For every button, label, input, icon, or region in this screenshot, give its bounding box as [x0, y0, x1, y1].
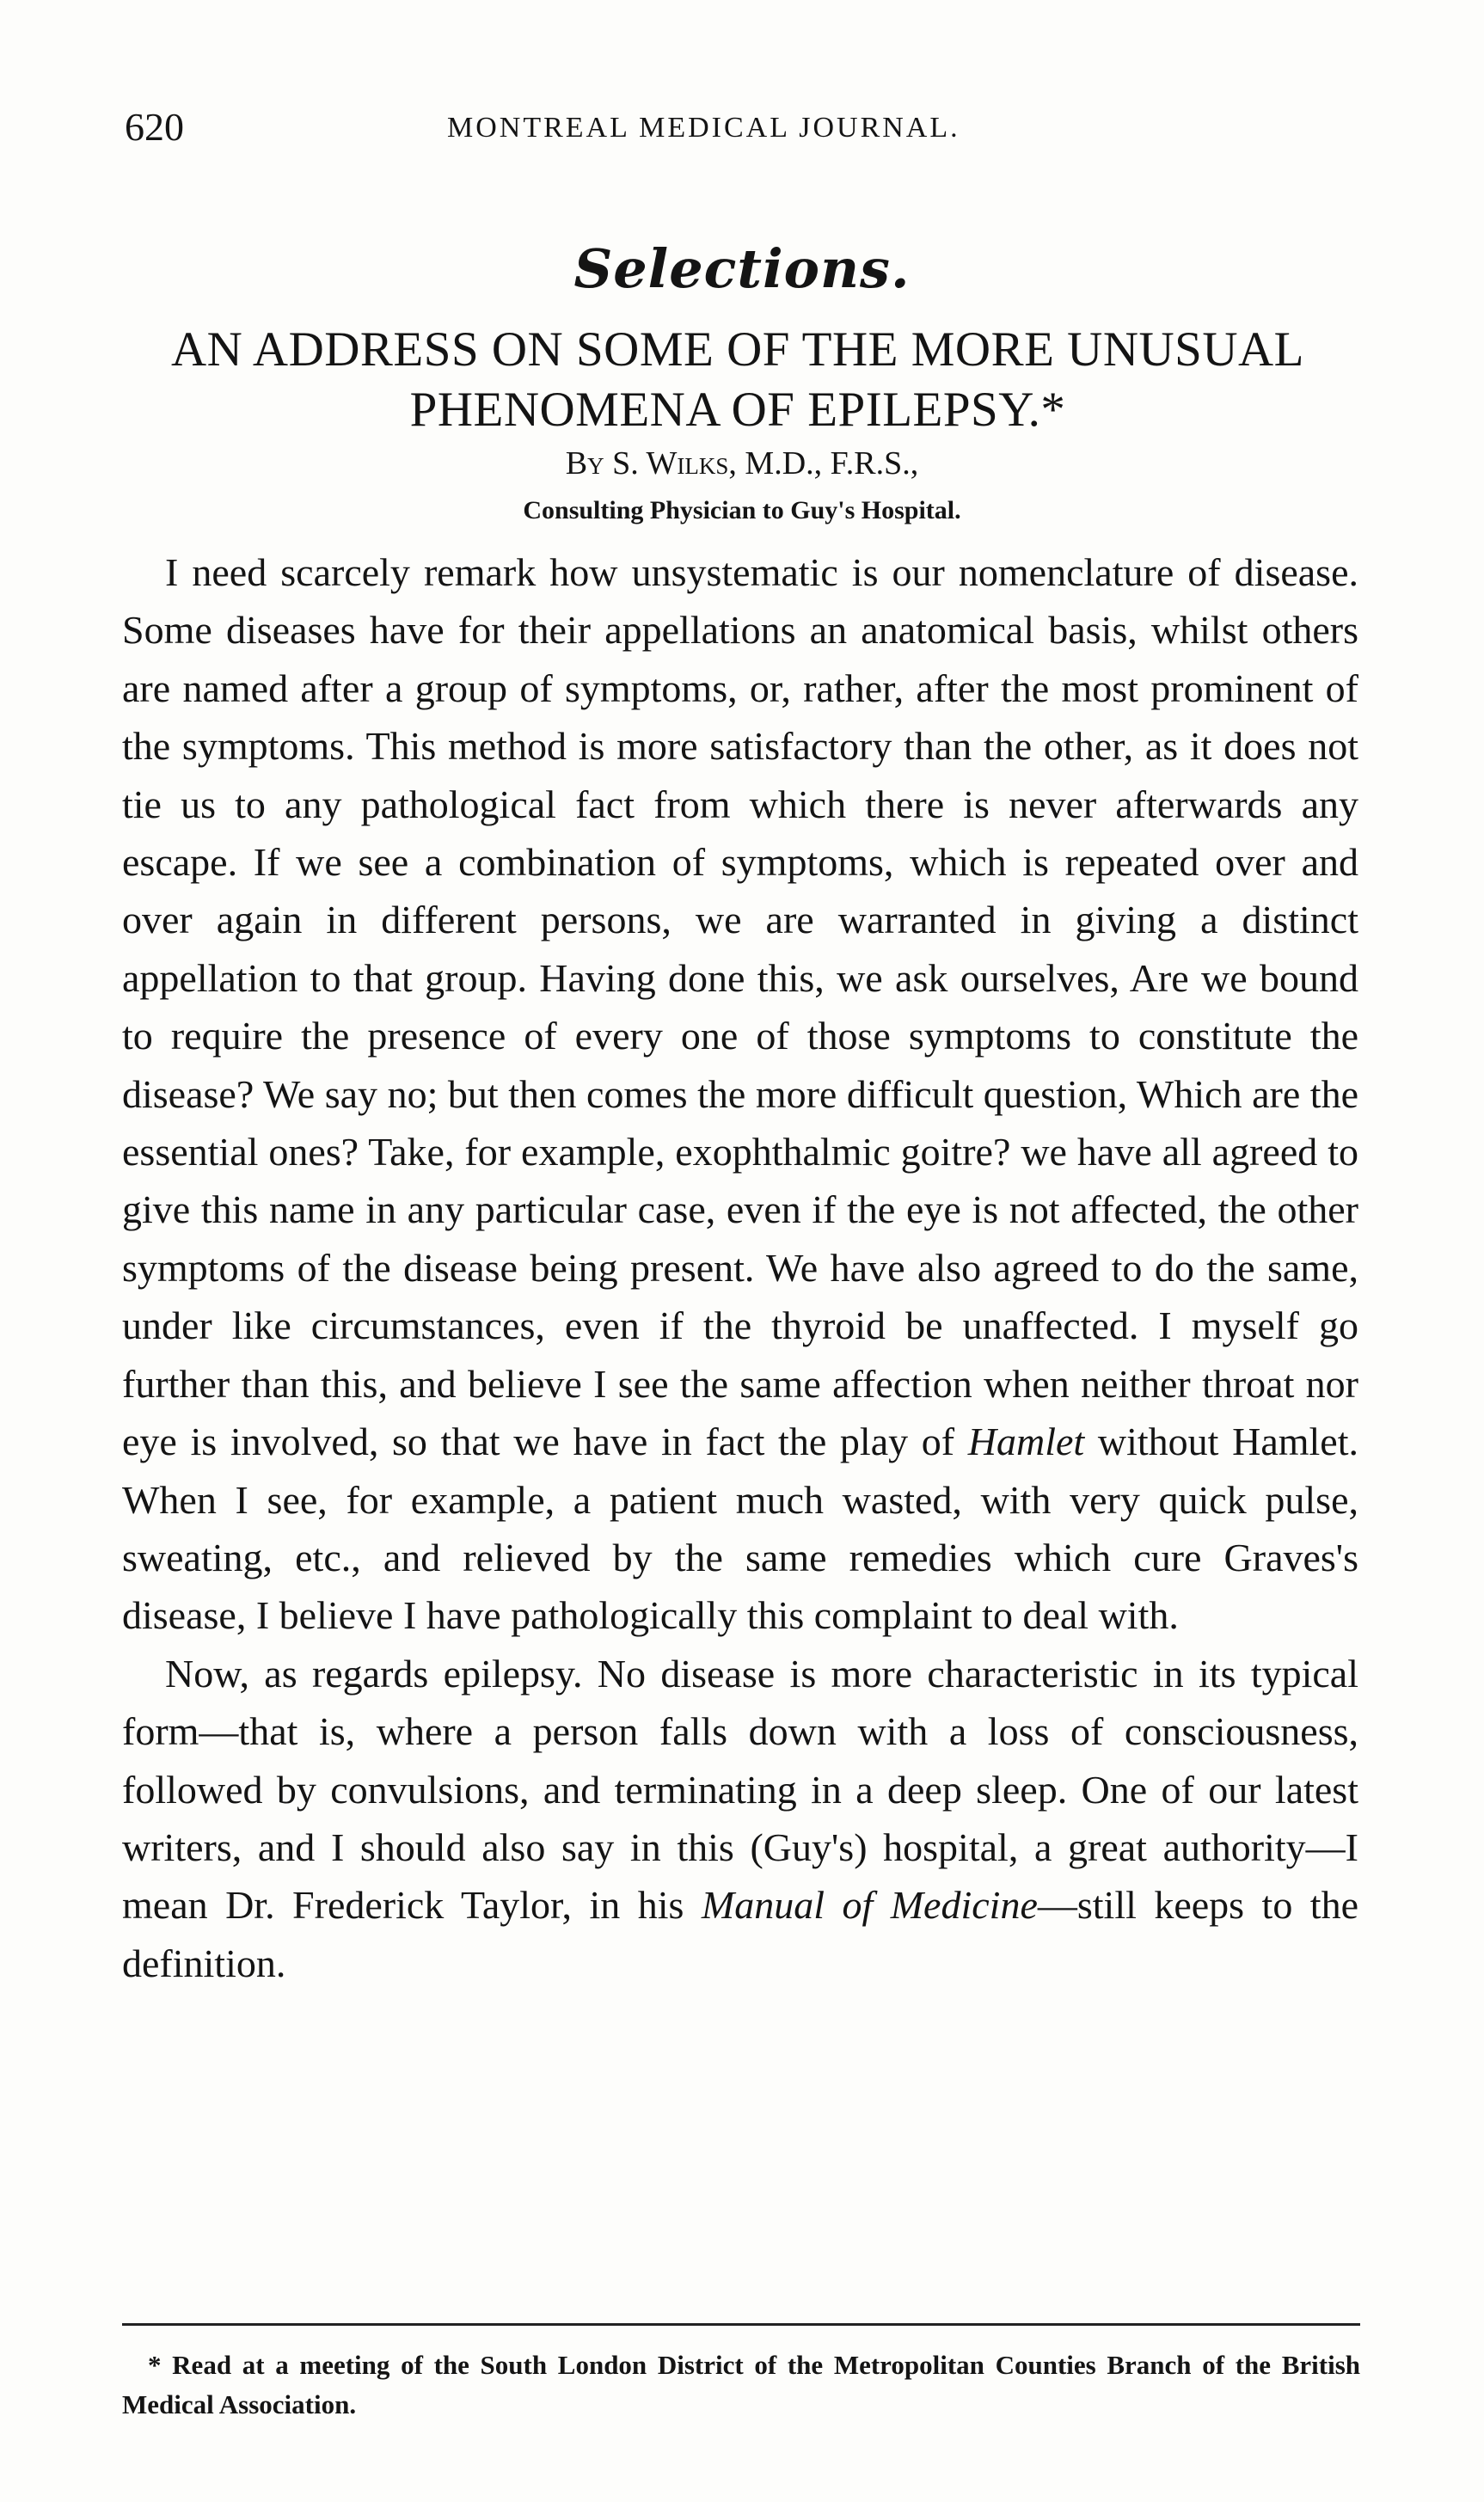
author-affiliation: Consulting Physician to Guy's Hospital. — [523, 496, 961, 524]
section-heading: Selections. — [573, 237, 911, 300]
author-byline: By S. Wilks, M.D., F.R.S., — [565, 445, 919, 481]
body-paragraph — [122, 543, 1358, 1645]
italic-title-manual: Manual of Medicine — [701, 1883, 1038, 1928]
paragraph-text: —still keeps to the definition. — [122, 1883, 1359, 1985]
article-body — [122, 543, 1358, 1992]
italic-title-hamlet: Hamlet — [967, 1420, 1085, 1464]
body-paragraph — [122, 1645, 1358, 1992]
paragraph-text: Now, as regards epilepsy. No disease is more characteristic in its typical form—that is, where a person falls down with a loss of consciousness, followed by convulsions, and terminating in a deep sleep. One of our latest writers, and I should also say in this (Guy's) hospital, a great authority—I mean Dr. Frederick Taylor, in his — [122, 1651, 1358, 1928]
footnote-divider — [122, 2323, 1360, 2326]
footnote: * Read at a meeting of the South London District of the Metropolitan Counties Branch of the British Medical Association. — [122, 2350, 1360, 2419]
journal-title: MONTREAL MEDICAL JOURNAL. — [447, 112, 960, 144]
paragraph-text: without Hamlet. When I see, for example, a patient much wasted, with very quick pulse, sweating, etc., and relieved by the same remedies which cure Graves's disease, I believe I have pathologically this complaint to deal with. — [122, 1420, 1358, 1638]
article-title: AN ADDRESS ON SOME OF THE MORE UNUSUAL PHENOMENA OF EPILEPSY.* — [170, 322, 1304, 437]
running-head — [125, 101, 1354, 153]
page-number: 620 — [125, 105, 184, 149]
paragraph-text: I need scarcely remark how unsystematic is our nomenclature of disease. Some diseases have for their appellations an anatomical basis, whilst others are named after a group of symptoms, or, rather, after the most prominent of the symptoms. This method is more satisfactory than the other, as it does not tie us to any pathological fact from which there is never afterwards any escape. If we see a combination of symptoms, which is repeated over and over again in different persons, we are warranted in giving a distinct appellation to that group. Having done this, we ask ourselves, Are we bound to require the presence of every one of those symptoms to constitute the disease? We say no; but then comes the more difficult question, Which are the essential ones? Take, for example, exophthalmic goitre? we have all agreed to give this name in any particular case, even if the eye is not affected, the other symptoms of the disease being present. We have also agreed to do the same, under like circumstances, even if the thyroid be unaffected. I myself go further than this, and believe I see the same affection when neither throat nor eye is involved, so that we have in fact the play of — [122, 550, 1358, 1464]
